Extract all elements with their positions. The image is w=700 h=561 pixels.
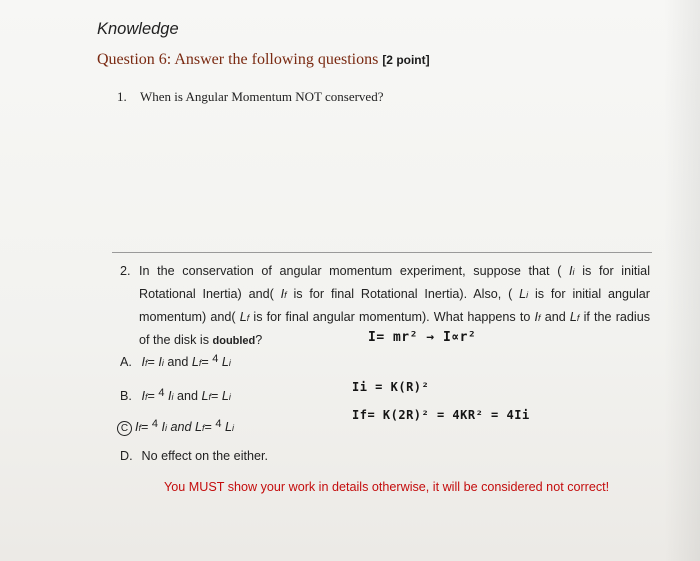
handwritten-note-1: I= mr² → I∝r²: [368, 330, 477, 345]
symbol-sub: f: [138, 423, 142, 433]
q2-text-part: is for final Rotational Inertia). Also, (: [286, 287, 520, 301]
question-1-number: 1.: [117, 89, 127, 104]
handwritten-note-3: If= K(2R)² = 4KR² = 4Ii: [352, 408, 530, 422]
option-c[interactable]: [117, 420, 234, 436]
factor: 4: [151, 418, 158, 430]
question-1-text: When is Angular Momentum NOT conserved?: [140, 89, 384, 104]
q2-bold-word: doubled: [212, 335, 256, 347]
symbol-sub: f: [284, 290, 287, 300]
q2-text-part: if the radius of the disk is: [139, 310, 650, 347]
symbol-sub: f: [538, 313, 541, 323]
equals: =: [147, 355, 159, 369]
and-text: and: [173, 389, 202, 403]
option-letter: D.: [120, 449, 133, 463]
and-text: and: [167, 420, 196, 434]
option-a[interactable]: [120, 355, 231, 369]
symbol-sub: i: [171, 392, 174, 402]
symbol-L: L: [519, 287, 527, 301]
symbol-sub: i: [232, 423, 235, 433]
q2-text-part: is for final angular momentum). What happens to: [249, 310, 535, 324]
symbol: L: [191, 355, 199, 369]
factor: 4: [212, 353, 219, 365]
symbol-sub: f: [145, 358, 148, 368]
symbol-sub: f: [198, 358, 202, 368]
symbol-sub: i: [165, 423, 167, 433]
symbol-L: L: [239, 310, 247, 324]
footer-warning: You MUST show your work in details otherwise, it will be considered not correct!: [164, 480, 610, 494]
question-1: [117, 89, 383, 105]
symbol-sub: f: [576, 313, 580, 323]
q2-text-part: ?: [255, 333, 263, 347]
symbol: I: [168, 389, 172, 403]
symbol-sub: f: [202, 423, 205, 433]
equals: =: [204, 420, 216, 434]
option-d[interactable]: [120, 449, 268, 463]
page-shadow: [664, 0, 700, 561]
circled-option-letter: C: [117, 421, 132, 436]
symbol-sub: i: [572, 267, 575, 277]
question-title-text: Question 6: Answer the following questions: [97, 51, 379, 68]
question-title: [97, 51, 430, 69]
factor: 4: [215, 418, 222, 430]
factor: 4: [158, 387, 165, 399]
symbol: I: [135, 420, 139, 434]
symbol: I: [161, 420, 165, 434]
section-title: Knowledge: [97, 20, 179, 38]
symbol-sub: i: [228, 358, 231, 368]
equals: =: [141, 420, 152, 434]
equals: =: [201, 355, 213, 369]
question-points: [2 point]: [382, 53, 430, 67]
symbol: I: [158, 355, 162, 369]
option-letter: B.: [120, 389, 132, 403]
symbol: L: [225, 420, 233, 434]
symbol-sub: i: [228, 392, 231, 402]
symbol-I: I: [569, 264, 573, 278]
option-letter: A.: [120, 355, 132, 369]
symbol-I: I: [280, 287, 285, 301]
symbol-sub: i: [161, 358, 164, 368]
handwritten-note-2: Ii = K(R)²: [352, 380, 430, 394]
option-text: No effect on the either.: [141, 449, 268, 463]
and-text: and: [163, 355, 192, 369]
symbol: L: [221, 355, 229, 369]
equals: =: [147, 389, 159, 403]
symbol-sub: f: [145, 392, 148, 402]
symbol: L: [221, 389, 229, 403]
q2-text-part: is for initial angular momentum) and(: [139, 287, 651, 324]
q2-text-part: In the conservation of angular momentum experiment, suppose that (: [139, 264, 570, 278]
q2-text-part: and: [540, 310, 570, 324]
symbol: I: [141, 389, 145, 403]
symbol-sub: f: [246, 313, 250, 323]
symbol: L: [195, 420, 203, 434]
option-b[interactable]: [120, 389, 231, 403]
symbol: L: [201, 389, 209, 403]
symbol: I: [141, 355, 145, 369]
symbol-sub: f: [208, 392, 212, 402]
question-2-number: 2.: [120, 264, 131, 278]
equals: =: [211, 389, 222, 403]
symbol-sub: i: [526, 290, 529, 300]
divider: [112, 252, 652, 253]
symbol-L: L: [569, 310, 577, 324]
symbol-I: I: [534, 310, 539, 324]
q2-text-part: is for initial Rotational Inertia) and(: [139, 264, 650, 301]
